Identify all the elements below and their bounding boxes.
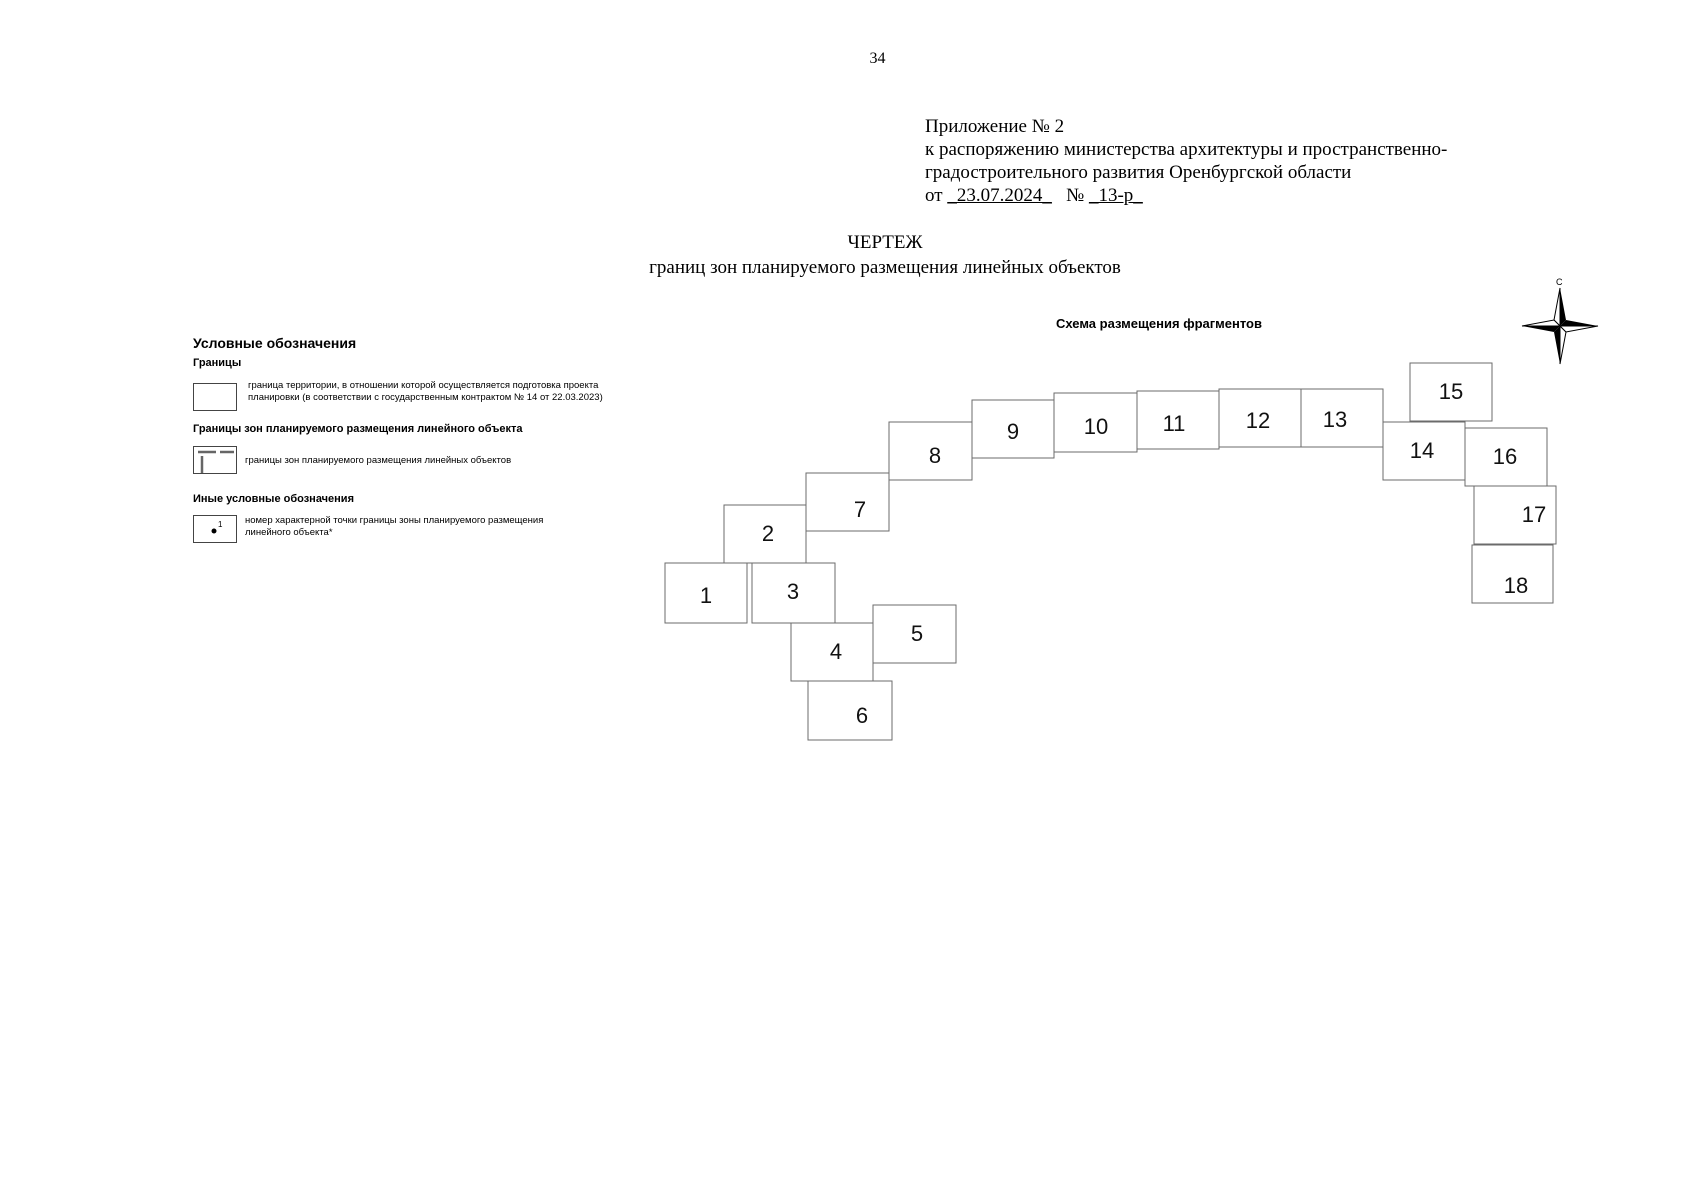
fragment-6 — [808, 681, 892, 740]
order-number: _13-р_ — [1088, 185, 1143, 206]
appendix-line-3: градостроительного развития Оренбургской области — [925, 162, 1352, 183]
svg-text:18: 18 — [1503, 573, 1529, 598]
order-date: _23.07.2024_ — [947, 185, 1052, 206]
fragment-12 — [1219, 389, 1301, 447]
point-marker-label: 1 — [218, 520, 223, 529]
appendix-line-2: к распоряжению министерства архитектуры и пространственно- — [925, 139, 1448, 160]
svg-text:2: 2 — [761, 521, 775, 546]
svg-text:8: 8 — [928, 443, 942, 468]
territory-boundary-text: граница территории, в отношении которой осуществляется подготовка проекта планировки (в соответствии с государственным контрактом № 14 от 22.03.2023) — [248, 380, 603, 403]
scheme-title: Схема размещения фрагментов — [1056, 316, 1262, 331]
fragment-9 — [972, 400, 1054, 458]
appendix-line-1: Приложение № 2 — [925, 116, 1065, 137]
fragment-7 — [806, 473, 889, 531]
svg-text:4: 4 — [829, 639, 843, 664]
fragment-3 — [752, 563, 835, 623]
north-arrow-icon — [1522, 277, 1598, 364]
number-label: № — [1066, 185, 1085, 206]
legend-section-zones: Границы зон планируемого размещения линейного объекта — [193, 423, 523, 435]
fragment-13 — [1301, 389, 1383, 447]
document-title-line-2: границ зон планируемого размещения линейных объектов — [649, 257, 1121, 278]
svg-text:1: 1 — [699, 583, 713, 608]
fragment-4 — [791, 623, 873, 681]
svg-text:14: 14 — [1409, 438, 1435, 463]
fragment-5 — [873, 605, 956, 663]
fragment-15 — [1410, 363, 1492, 421]
zone-boundary-text: границы зон планируемого размещения линейных объектов — [245, 455, 512, 466]
fragment-18 — [1472, 545, 1553, 603]
svg-text:15: 15 — [1438, 379, 1464, 404]
page-number: 34 — [869, 50, 886, 67]
fragment-8 — [889, 422, 972, 480]
fragment-16 — [1465, 428, 1547, 486]
fragment-11 — [1137, 391, 1219, 449]
legend-section-other: Иные условные обозначения — [193, 493, 354, 505]
fragment-2 — [724, 505, 806, 563]
north-label: С — [1556, 277, 1563, 287]
svg-text:5: 5 — [910, 621, 924, 646]
svg-text:16: 16 — [1492, 444, 1518, 469]
svg-text:3: 3 — [786, 579, 800, 604]
svg-text:13: 13 — [1322, 407, 1348, 432]
from-label: от — [925, 185, 943, 206]
document-title-line-1: ЧЕРТЕЖ — [847, 232, 923, 253]
fragment-14 — [1383, 422, 1465, 480]
svg-text:10: 10 — [1083, 414, 1109, 439]
svg-text:12: 12 — [1245, 408, 1271, 433]
fragment-10 — [1054, 393, 1137, 452]
svg-text:7: 7 — [853, 497, 867, 522]
legend-title: Условные обозначения — [193, 335, 357, 351]
svg-text:11: 11 — [1162, 411, 1186, 436]
svg-text:6: 6 — [855, 703, 869, 728]
svg-text:9: 9 — [1006, 419, 1020, 444]
point-number-text: номер характерной точки границы зоны планируемого размещения линейного объекта* — [245, 515, 544, 538]
legend-section-boundaries: Границы — [193, 357, 242, 369]
svg-text:17: 17 — [1521, 502, 1547, 527]
fragment-1 — [665, 563, 747, 623]
fragment-17 — [1474, 486, 1556, 544]
